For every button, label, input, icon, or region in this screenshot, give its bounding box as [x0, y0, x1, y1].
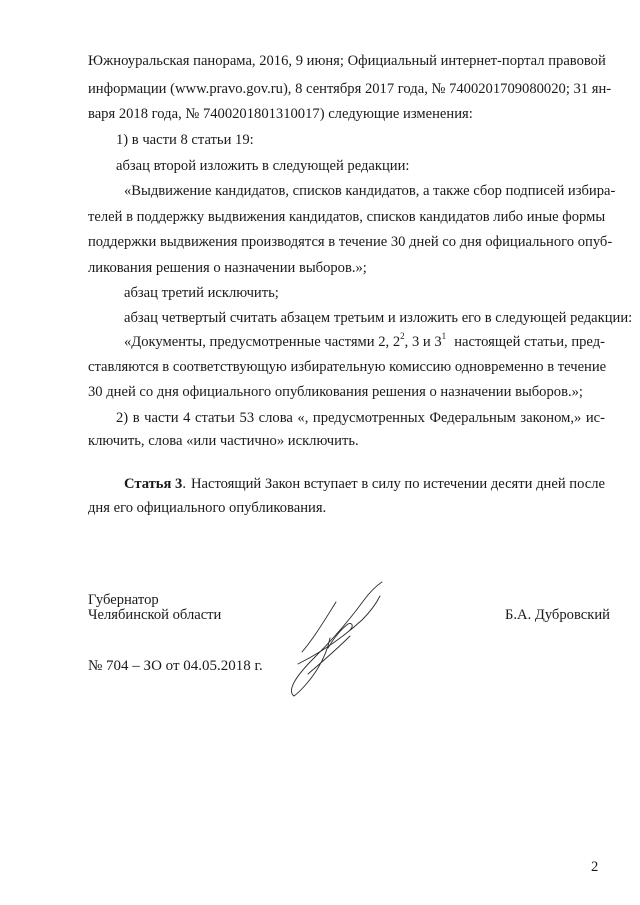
body-line-3: варя 2018 года, № 7400201801310017) следующие изменения: — [88, 106, 473, 122]
body-line-14: 30 дней со дня официального опубликования решения о назначении выборов.»; — [88, 384, 583, 400]
article-3-heading: Статья 3. — [124, 476, 186, 492]
body-line-13: ставляются в соответствующую избирательную комиссию одновременно в течение — [88, 359, 607, 375]
body-line-2: информации (www.pravo.gov.ru), 8 сентября 2017 года, № 7400201709080020; 31 ян- — [88, 81, 612, 97]
body-line-15: 2) в части 4 статьи 53 слова «, предусмотренных Федеральным законом,» ис- — [116, 410, 605, 426]
superscript-1: 1 — [441, 331, 447, 342]
page-number: 2 — [591, 859, 599, 875]
body-line-5: абзац второй изложить в следующей редакции: — [116, 158, 410, 174]
body-line-10: абзац третий исключить; — [124, 285, 279, 301]
superscript-2: 2 — [400, 331, 405, 342]
article-3-line — [124, 474, 605, 494]
body-line-9: ликования решения о назначении выборов.»; — [88, 260, 367, 276]
law-number-date: № 704 – ЗО от 04.05.2018 г. — [88, 658, 263, 674]
body-line-16: ключить, слова «или частично» исключить. — [88, 433, 359, 449]
body-line-11: абзац четвертый считать абзацем третьим и изложить его в следующей редакции: — [124, 310, 633, 326]
body-line-12-part-1: «Документы, предусмотренные частями 2, $2^2$, 3 и $3^1$ — [124, 331, 447, 350]
article-3-text: Настоящий Закон вступает в силу по истечении десяти дней после — [190, 476, 605, 492]
signatory-name: Б.А. Дубровский — [505, 607, 610, 623]
body-line-8: поддержки выдвижения производятся в течение 30 дней со дня официального опуб- — [88, 234, 613, 250]
signature-title-line-2: Челябинской области — [88, 607, 222, 623]
body-line-1: Южноуральская панорама, 2016, 9 июня; Официальный интернет-портал правовой — [88, 53, 606, 69]
body-line-12-part-2: настоящей статьи, пред- — [454, 334, 605, 350]
handwritten-signature — [278, 578, 388, 703]
body-line-12 — [124, 332, 605, 352]
signature-title-line-1: Губернатор — [88, 592, 159, 608]
body-line-4: 1) в части 8 статьи 19: — [116, 132, 254, 148]
body-line-6: «Выдвижение кандидатов, списков кандидатов, а также сбор подписей избира- — [124, 183, 616, 199]
body-line-7: телей в поддержку выдвижения кандидатов, списков кандидатов либо иные формы — [88, 209, 606, 225]
article-3-line-2: дня его официального опубликования. — [88, 500, 327, 516]
